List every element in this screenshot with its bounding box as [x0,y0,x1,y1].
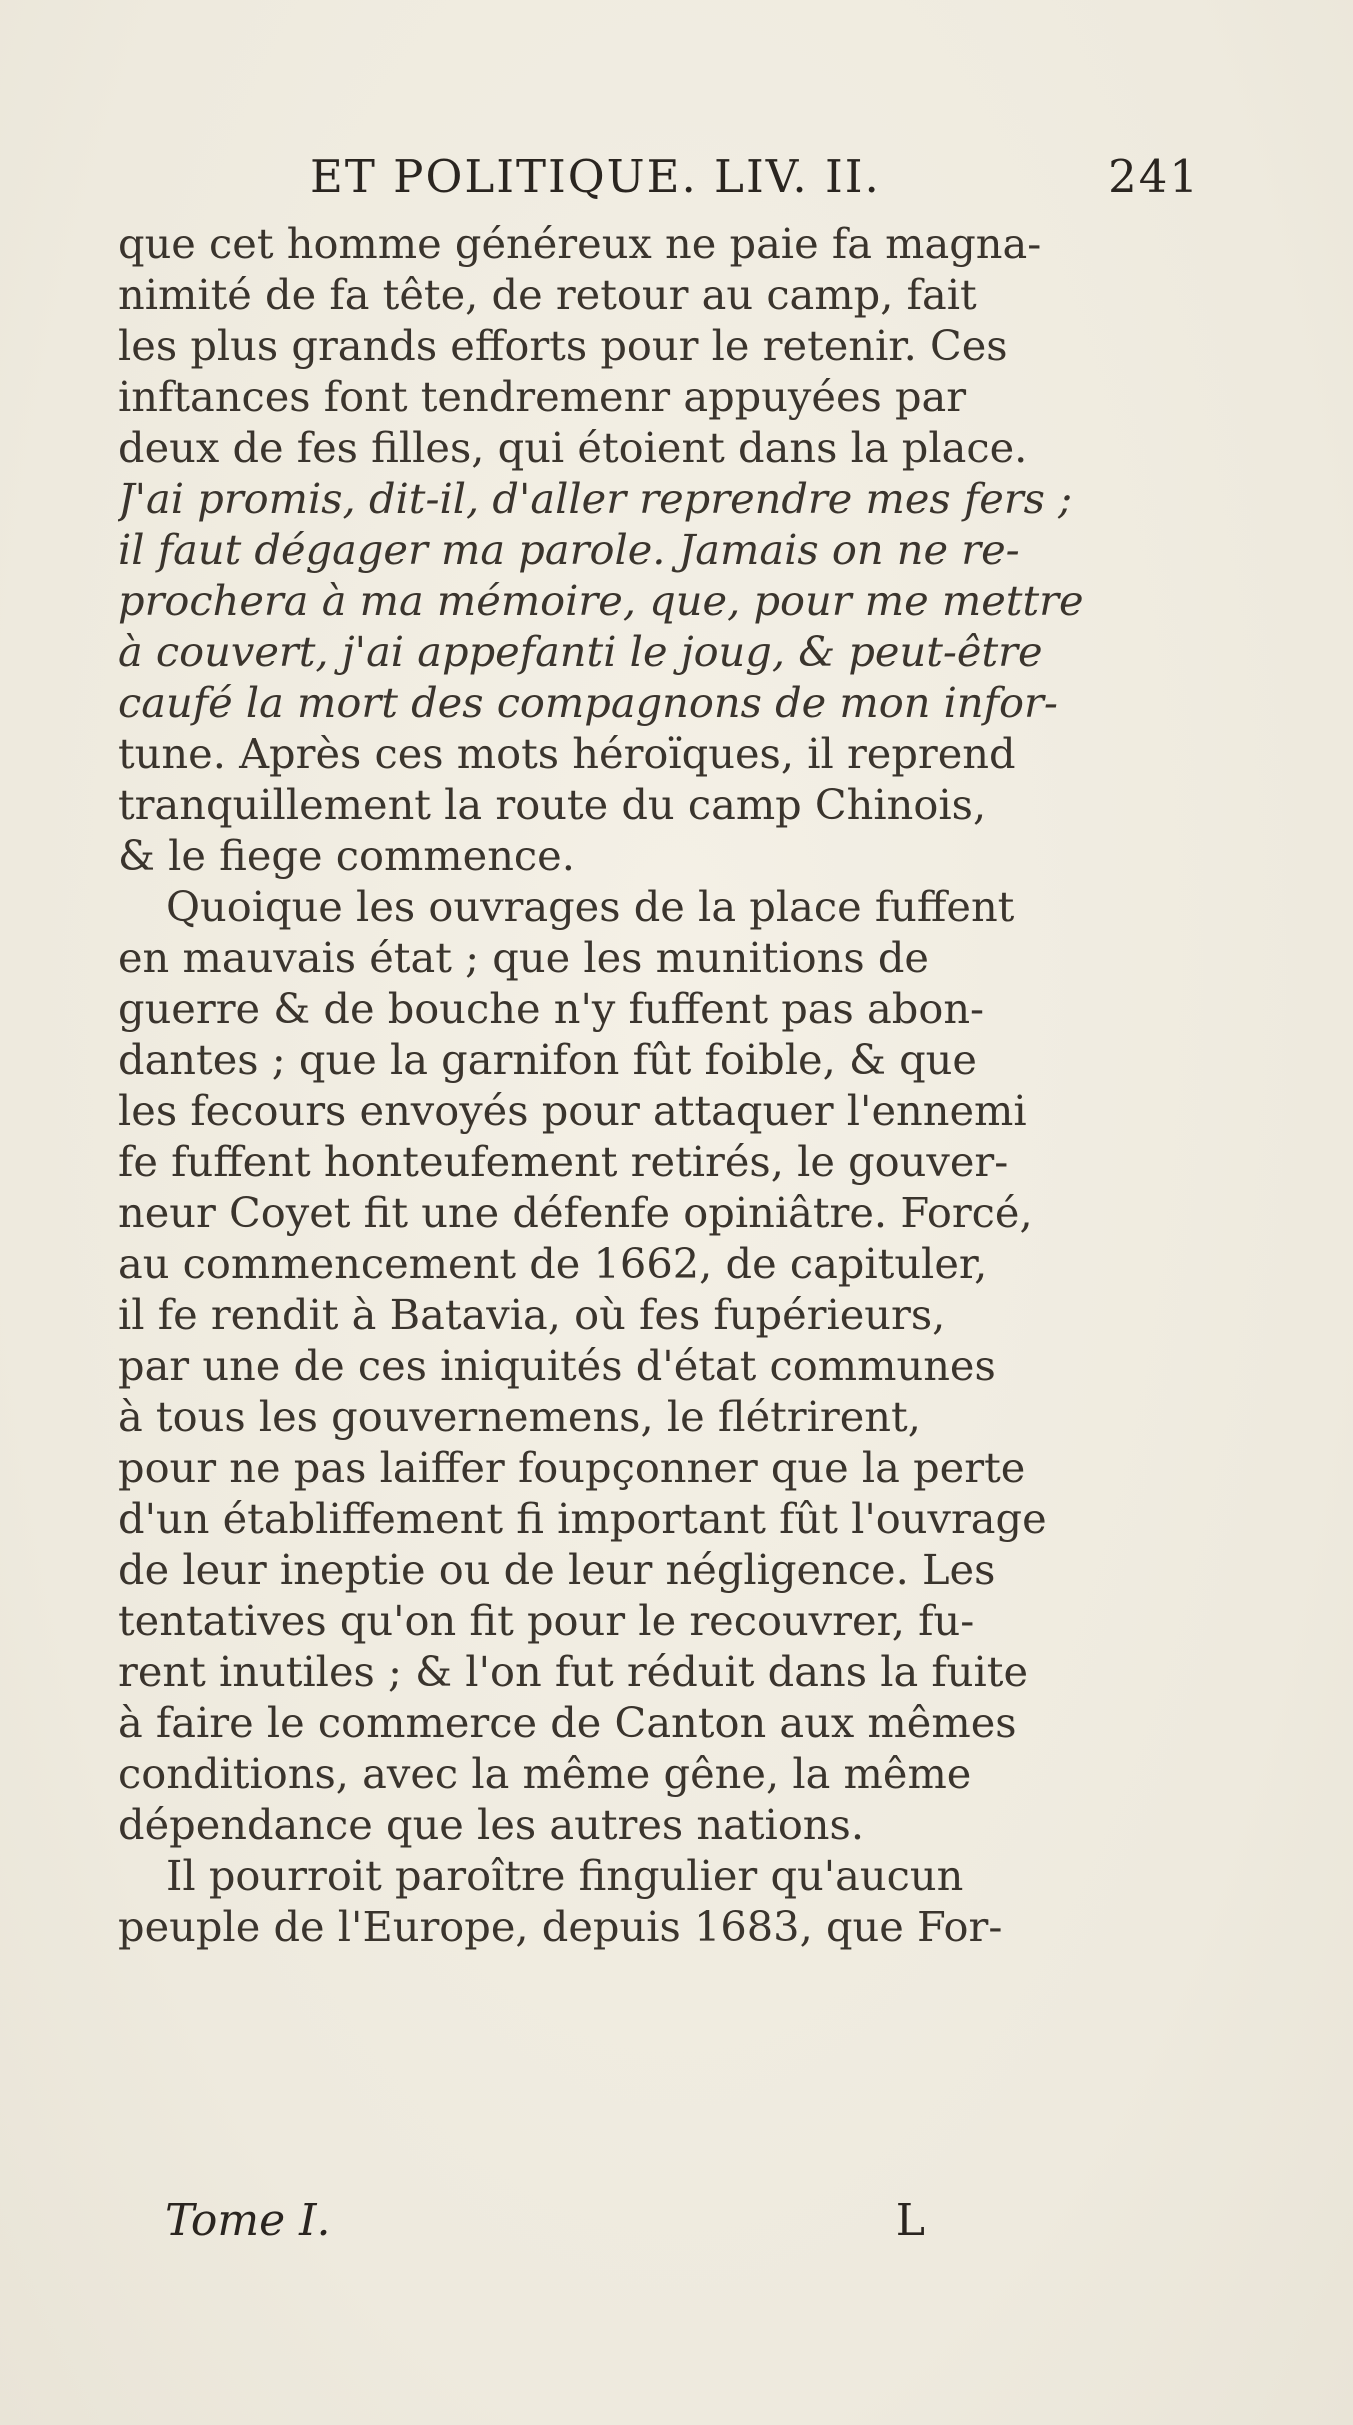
text-line: il faut dégager ma parole. Jamais on ne re- [118,525,1020,574]
text-line: au commencement de 1662, de capituler, [118,1239,988,1288]
text-line: prochera à ma mémoire, que, pour me mettre [118,576,1084,625]
text-line: Quoique les ouvrages de la place fuffent [166,882,1015,931]
body-text [118,218,1140,1952]
text-line: en mauvais état ; que les munitions de [118,933,929,982]
text-line: dantes ; que la garnifon fût foible, & que [118,1035,977,1084]
text-line: fe fuffent honteufement retirés, le gouver- [118,1137,1009,1186]
text-line: il fe rendit à Batavia, où fes fupérieurs, [118,1290,946,1339]
text-line: par une de ces iniquités d'état communes [118,1341,996,1390]
text-line: inftances font tendremenr appuyées par [118,372,967,421]
text-line: nimité de fa tête, de retour au camp, fait [118,270,977,319]
page-number: 241 [1108,150,1200,203]
volume-label: Tome I. [165,2195,331,2246]
text-line: & le fiege commence. [118,831,575,880]
text-line: à faire le commerce de Canton aux mêmes [118,1698,1017,1747]
text-line: à couvert, j'ai appefanti le joug, & peut-être [118,627,1043,676]
text-line: peuple de l'Europe, depuis 1683, que For- [118,1902,1003,1951]
text-line: Il pourroit paroître fingulier qu'aucun [166,1851,964,1900]
text-line: J'ai promis, dit-il, d'aller reprendre mes fers ; [118,474,1073,523]
text-line: les fecours envoyés pour attaquer l'ennemi [118,1086,1027,1135]
page-footer [165,2195,925,2255]
text-line: guerre & de bouche n'y fuffent pas abon- [118,984,985,1033]
text-line: à tous les gouvernemens, le flétrirent, [118,1392,921,1441]
text-line: neur Coyet fit une défenfe opiniâtre. Forcé, [118,1188,1033,1237]
running-title: ET POLITIQUE. LIV. II. [310,150,881,203]
text-line: dépendance que les autres nations. [118,1800,865,1849]
text-line: d'un établiffement fi important fût l'ouvrage [118,1494,1047,1543]
text-line: deux de fes filles, qui étoient dans la place. [118,423,1028,472]
text-line: tentatives qu'on fit pour le recouvrer, fu- [118,1596,975,1645]
text-line: de leur ineptie ou de leur négligence. Les [118,1545,996,1594]
text-line: les plus grands efforts pour le retenir. Ces [118,321,1008,370]
text-line: pour ne pas laiffer foupçonner que la perte [118,1443,1026,1492]
text-line: tranquillement la route du camp Chinois, [118,780,987,829]
text-line: caufé la mort des compagnons de mon infor- [118,678,1058,727]
signature-mark: L [895,2195,925,2246]
text-line: tune. Après ces mots héroïques, il reprend [118,729,1016,778]
page-header [300,150,1200,220]
text-line: que cet homme généreux ne paie fa magna- [118,219,1042,268]
text-line: conditions, avec la même gêne, la même [118,1749,972,1798]
text-line: rent inutiles ; & l'on fut réduit dans la fuite [118,1647,1029,1696]
